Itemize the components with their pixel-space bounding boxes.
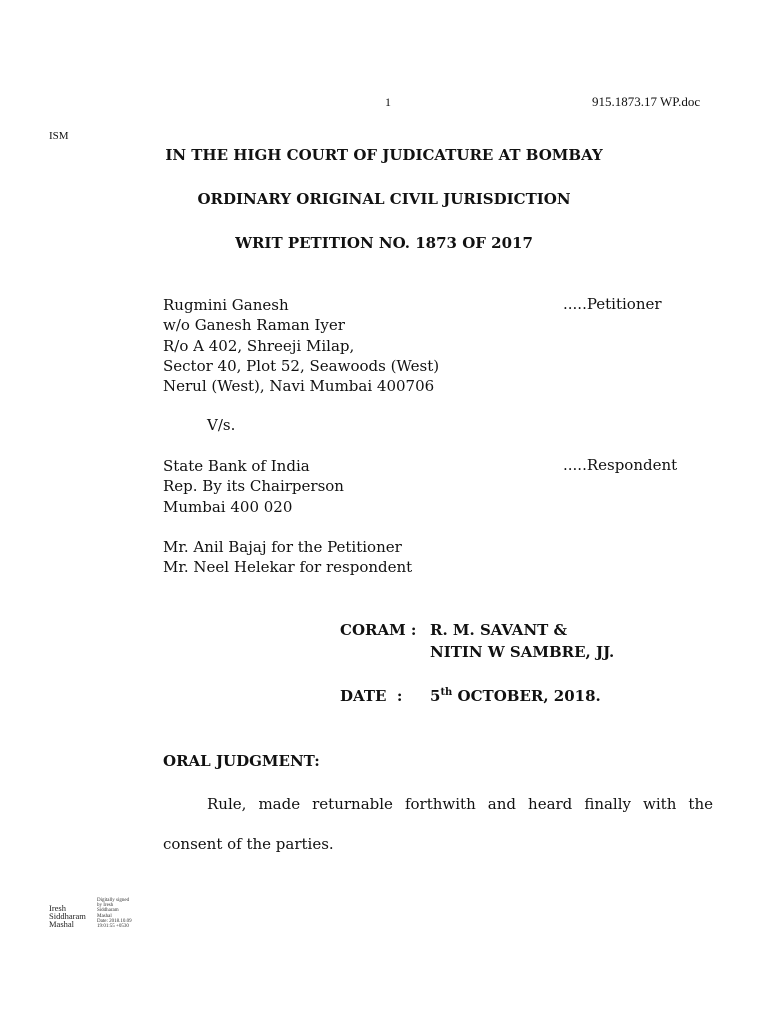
judgment-line-2: consent of the parties. xyxy=(163,835,334,853)
signature-detail-line: 19:01:55 +0530 xyxy=(97,924,129,930)
signer-name-line: Siddharam xyxy=(49,911,86,921)
signer-name xyxy=(49,904,86,928)
digital-signature-details xyxy=(97,898,132,929)
respondent-role: .....Respondent xyxy=(563,456,678,474)
signer-name-line: Mashal xyxy=(49,919,75,929)
court-title: IN THE HIGH COURT OF JUDICATURE AT BOMBAY xyxy=(165,146,603,164)
judgment-line-1: Rule, made returnable forthwith and heard finally with the xyxy=(207,795,713,813)
signature-detail-line: Siddharam xyxy=(97,908,119,914)
oral-judgment-heading: ORAL JUDGMENT: xyxy=(163,752,320,770)
initials: ISM xyxy=(49,130,69,142)
signature-detail-line: Mashal xyxy=(97,913,112,919)
petitioner-role: .....Petitioner xyxy=(563,295,662,313)
signature-detail-line: by Iresh xyxy=(97,903,114,909)
signature-detail-line: Date: 2018.10.09 xyxy=(97,918,132,924)
date-month-year: OCTOBER, 2018. xyxy=(452,687,601,705)
respondent-address xyxy=(163,456,344,517)
judgment-date xyxy=(430,687,601,705)
respondent-line: Rep. By its Chairperson xyxy=(163,477,344,496)
petitioner-address xyxy=(163,295,439,396)
signer-name-line: Iresh xyxy=(49,903,66,913)
respondent-line: Mumbai 400 020 xyxy=(163,497,293,516)
petitioner-line: Sector 40, Plot 52, Seawoods (West) xyxy=(163,356,440,375)
signature-detail-line: Digitally signed xyxy=(97,898,130,903)
coram-label: CORAM : xyxy=(340,621,417,639)
advocate-line: Mr. Neel Helekar for respondent xyxy=(163,558,413,577)
petitioner-line: R/o A 402, Shreeji Milap, xyxy=(163,336,355,355)
advocate-line: Mr. Anil Bajaj for the Petitioner xyxy=(163,538,402,556)
petitioner-line: Rugmini Ganesh xyxy=(163,296,289,314)
versus-label: V/s. xyxy=(207,416,236,434)
advocates-list xyxy=(163,537,412,578)
date-day: 5 xyxy=(430,687,441,705)
page-number: 1 xyxy=(385,95,391,109)
jurisdiction-title: ORDINARY ORIGINAL CIVIL JURISDICTION xyxy=(197,190,571,208)
petition-title: WRIT PETITION NO. 1873 OF 2017 xyxy=(235,234,533,252)
petitioner-line: w/o Ganesh Raman Iyer xyxy=(163,316,345,335)
document-name: 915.1873.17 WP.doc xyxy=(592,94,701,109)
date-label: DATE : xyxy=(340,687,403,705)
coram-judge-2: NITIN W SAMBRE, JJ. xyxy=(430,643,615,661)
coram-judge-1: R. M. SAVANT & xyxy=(430,621,568,639)
respondent-line: State Bank of India xyxy=(163,457,310,475)
date-suffix: th xyxy=(440,687,453,698)
petitioner-line: Nerul (West), Navi Mumbai 400706 xyxy=(163,377,435,396)
